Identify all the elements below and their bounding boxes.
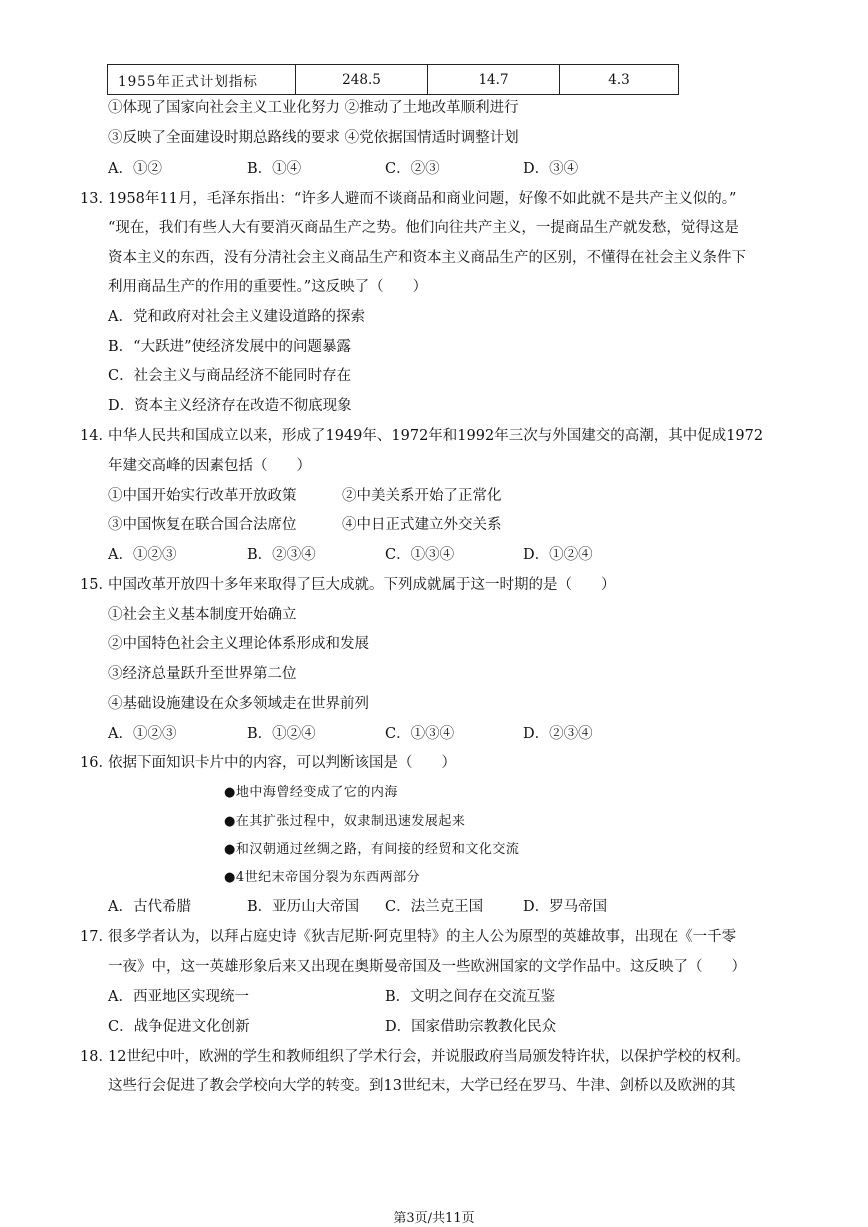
knowledge-card-line: ●和汉朝通过丝绸之路，有间接的经贸和文化交流 xyxy=(224,842,520,857)
q14-stem-line: 中华人民共和国成立以来，形成了1949年、1972年和1992年三次与外国建交的高潮，其中促成1972 xyxy=(108,428,764,444)
q14-item: ②中美关系开始了正常化 xyxy=(342,488,502,504)
q15-stem-line: 中国改革开放四十多年来取得了巨大成就。下列成就属于这一时期的是（ ） xyxy=(108,577,616,593)
question-number: 15． xyxy=(80,577,113,593)
q12-option-d[interactable]: D．③④ xyxy=(523,161,579,177)
knowledge-card-line: ●在其扩张过程中，奴隶制迅速发展起来 xyxy=(224,814,466,829)
knowledge-card-line: ●地中海曾经变成了它的内海 xyxy=(224,785,398,800)
q15-item: ②中国特色社会主义理论体系形成和发展 xyxy=(108,636,369,652)
q13-stem-line: “现在，我们有些人大有要消灭商品生产之势。他们向往共产主义，一提商品生产就发愁，觉得这是 xyxy=(108,220,739,236)
q14-stem-line: 年建交高峰的因素包括（ ） xyxy=(108,458,311,474)
q13-stem-line: 资本主义的东西，没有分清社会主义商品生产和资本主义商品生产的区别，不懂得在社会主义条件下 xyxy=(108,250,746,266)
q17-stem-line: 很多学者认为，以拜占庭史诗《狄吉尼斯·阿克里特》的主人公为原型的英雄故事，出现在《一千零 xyxy=(108,929,737,945)
knowledge-card-line: ●4世纪末帝国分裂为东西两部分 xyxy=(224,870,421,885)
q15-option-a[interactable]: A．①②③ xyxy=(108,726,177,742)
q16-option-b[interactable]: B．亚历山大帝国 xyxy=(247,899,360,915)
q13-option-c[interactable]: C．社会主义与商品经济不能同时存在 xyxy=(108,368,352,384)
q13-stem-line: 1958年11月，毛泽东指出：“许多人避而不谈商品和商业问题，好像不如此就不是共产主义似的。” xyxy=(108,191,737,207)
question-number: 16． xyxy=(80,755,113,771)
q13-option-a[interactable]: A．党和政府对社会主义建设道路的探索 xyxy=(108,309,365,325)
table-cell-value: 248.5 xyxy=(296,65,428,95)
q13-option-d[interactable]: D．资本主义经济存在改造不彻底现象 xyxy=(108,398,352,414)
q14-option-d[interactable]: D．①②④ xyxy=(523,547,593,563)
q12-option-a[interactable]: A．①② xyxy=(108,161,162,177)
q15-item: ③经济总量跃升至世界第二位 xyxy=(108,666,297,682)
q14-item: ①中国开始实行改革开放政策 xyxy=(108,488,297,504)
q16-option-c[interactable]: C．法兰克王国 xyxy=(385,899,484,915)
q14-item: ③中国恢复在联合国合法席位 xyxy=(108,517,297,533)
q15-option-d[interactable]: D．②③④ xyxy=(523,726,593,742)
q17-option-a[interactable]: A．西亚地区实现统一 xyxy=(108,989,249,1005)
table-cell-label: 1955年正式计划指标 xyxy=(108,65,296,95)
q12-item-line: ①体现了国家向社会主义工业化努力 ②推动了土地改革顺利进行 xyxy=(108,100,519,116)
q15-option-c[interactable]: C．①③④ xyxy=(385,726,455,742)
question-number: 17． xyxy=(80,929,113,945)
q16-stem-line: 依据下面知识卡片中的内容，可以判断该国是（ ） xyxy=(108,755,456,771)
q17-option-d[interactable]: D．国家借助宗教教化民众 xyxy=(385,1019,557,1035)
table-cell-value: 4.3 xyxy=(560,65,679,95)
q14-item: ④中日正式建立外交关系 xyxy=(342,517,502,533)
q14-option-c[interactable]: C．①③④ xyxy=(385,547,455,563)
q17-option-b[interactable]: B．文明之间存在交流互鉴 xyxy=(385,989,556,1005)
q18-stem-line: 12世纪中叶，欧洲的学生和教师组织了学术行会，并说服政府当局颁发特许状，以保护学校的权利。 xyxy=(108,1049,750,1065)
q15-option-b[interactable]: B．①②④ xyxy=(247,726,316,742)
q13-stem-line: 利用商品生产的作用的重要性。”这反映了（ ） xyxy=(108,279,428,295)
q12-item-line: ③反映了全面建设时期总路线的要求 ④党依据国情适时调整计划 xyxy=(108,130,519,146)
question-number: 14． xyxy=(80,428,113,444)
q14-option-b[interactable]: B．②③④ xyxy=(247,547,316,563)
question-number: 18． xyxy=(80,1049,113,1065)
q18-stem-line: 这些行会促进了教会学校向大学的转变。到13世纪末，大学已经在罗马、牛津、剑桥以及欧洲的其 xyxy=(108,1078,736,1094)
question-number: 13． xyxy=(80,191,113,207)
q12-option-b[interactable]: B．①④ xyxy=(247,161,302,177)
q15-item: ④基础设施建设在众多领域走在世界前列 xyxy=(108,696,369,712)
q17-stem-line: 一夜》中，这一英雄形象后来又出现在奥斯曼帝国及一些欧洲国家的文学作品中。这反映了（ ） xyxy=(108,959,746,975)
plan-table xyxy=(107,64,679,95)
q14-option-a[interactable]: A．①②③ xyxy=(108,547,177,563)
q17-option-c[interactable]: C．战争促进文化创新 xyxy=(108,1019,250,1035)
page-footer: 第3页/共11页 xyxy=(393,1211,475,1226)
q16-option-d[interactable]: D．罗马帝国 xyxy=(523,899,608,915)
q16-option-a[interactable]: A．古代希腊 xyxy=(108,899,191,915)
table-row xyxy=(108,65,679,95)
table-cell-value: 14.7 xyxy=(428,65,560,95)
q15-item: ①社会主义基本制度开始确立 xyxy=(108,607,297,623)
q13-option-b[interactable]: B．“大跃进”使经济发展中的问题暴露 xyxy=(108,339,351,355)
q12-option-c[interactable]: C．②③ xyxy=(385,161,440,177)
